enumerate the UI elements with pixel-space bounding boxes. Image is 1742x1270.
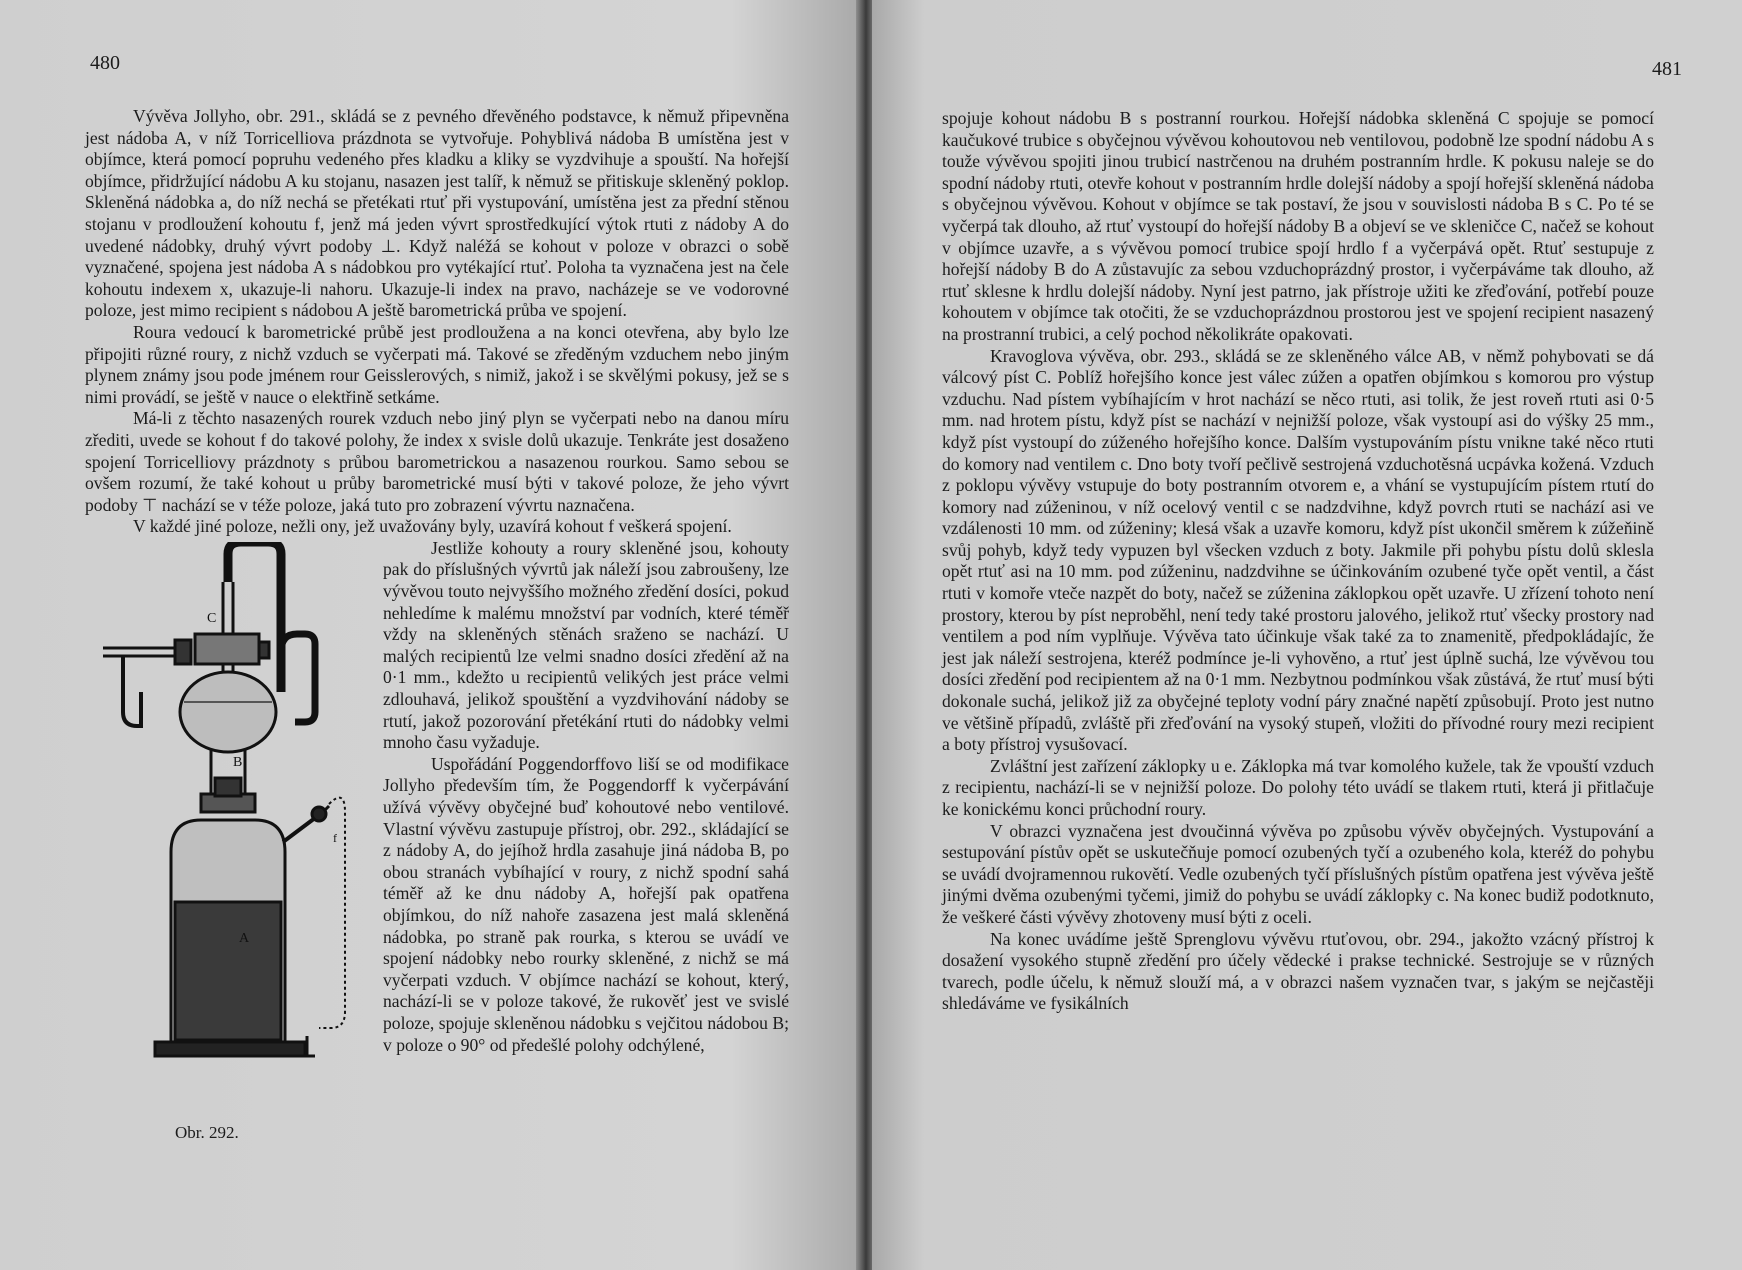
left-page-text [85,106,789,1148]
paragraph: Na konec uvádíme ještě Sprenglovu vývěvu rtuťovou, obr. 294., jakožto vzácný přístroj k dosažení vysokého stupně zředění pro účely vědecké i prakse technické. Sestrojuje se v různých tvarech, podle účelu, k němuž slouží má, a v obrazci našem vyznačen tvar, s jakým se nejčastěji shledáváme ve fysikálních [942,928,1654,1014]
label-f: f [333,830,337,845]
paragraph: Zvláštní jest zařízení záklopky u e. Záklopka má tvar komolého kužele, tak že vpouští vzduch z recipientu, nachází-li se v nejnižší poloze. Do polohy této uvádí se tlakem rtuti, která ji přitlačuje ke konickému konci průchodní roury. [942,755,1654,819]
paragraph: Vývěva Jollyho, obr. 291., skládá se z pevného dřevěného podstavce, k němuž připevněna jest nádoba A, v níž Torricelliova prázdnota se vytvořuje. Pohyblivá nádoba B umístěna jest v objímce, která pomocí popruhu vedeného přes kladku a kliky se vyzdvihuje a spouští. Na hořejší objímce, přidržující nádobu A ku stojanu, nasazen jest talíř, k němuž se přitiskuje skleněný poklop. Skleněná nádobka a, do níž nechá se přetékati rtuť při vystupování, umístěna jest za přední stěnou stojanu v prodloužení kohoutu f, jenž má jeden vývrt sprostředkující výtok rtuti z nádoby A do uvedené nádobky, druhý vývrt podoby ⊥. Když naléžá se kohout v poloze v obrazci o sobě vyznačené, spojena jest nádoba A s nádobkou pro vytékající rtuť. Poloha ta vyznačena jest na čele kohoutu indexem x, ukazuje-li nahoru. Ukazuje-li index na pravo, nacházeje se ve vodorovné poloze, jest mimo recipient s nádobou A ještě barometrická průba ve spojení. [85,106,789,321]
paragraph: Má-li z těchto nasazených rourek vzduch nebo jiný plyn se vyčerpati nebo na danou míru zřediti, uvede se kohout f do takové polohy, že index x svisle dolů ukazuje. Tenkráte jest dosaženo spojení Torricelliovy prázdnoty s průbou barometrickou a nasazenou rourkou. Samo sebou se ovšem rozumí, že také kohout u průby barometrické musí býti v takové poloze, že jeho vývrt podoby ⊤ nachází se v téže poloze, jaká tuto pro zobrazení vývrtu naznačena. [85,408,789,515]
right-page [872,0,1742,1270]
apparatus-illustration [83,542,365,1148]
label-c: C [207,610,217,626]
paragraph: Uspořádání Poggendorffovo liší se od modifikace Jollyho především tím, že Poggendorff k vyčerpávání užívá vývěvy obyčejné buď kohoutové nebo ventilové. Vlastní vývěvu zastupuje přístroj, obr. 292., skládající se z nádoby A, do jejíhož hrdla zasahuje jiná nádoba B, po obou stranách vybíhající v roury, z nichž spodní sahá téměř až ke dnu nádoby A, hořejší pak opatřena objímkou, do níž nahoře zasazena jest malá skleněná nádobka, po straně pak rourka, s kterou se uvádí ve spojení nádobky nebo rourky skleněné, z nichž se má vyčerpati vzduch. V objímce nachází se kohout, který, nachází-li se v poloze takové, že rukověť jest ve svislé poloze, spojuje skleněnou nádobku s vejčitou nádobou B; v poloze o 90° od předešlé polohy odchýlené, [383,753,789,1055]
page-number: 481 [1652,58,1682,80]
page-number: 480 [90,52,120,74]
figure-caption: Obr. 292. [175,1123,239,1143]
right-page-text [942,108,1654,1015]
paragraph: V obrazci vyznačena jest dvoučinná vývěva po způsobu vývěv obyčejných. Vystupování a sestupování pístův opět se uskutečňuje pomocí ozubených tyčí a ozubeného kola, kteréž do pohybu se uvádí dvojramennou rukovětí. Vedle ozubených tyčí příslušných pístům opatřena jest vývěva ještě jinými dvěma ozubenými tyčemi, jimiž do pohybu se uvádí záklopky c. Na konec budiž podotknuto, že veškeré části vývěvy zhotoveny musí býti z oceli. [942,820,1654,927]
label-a: A [239,930,250,946]
label-b: B [233,754,243,770]
paragraph: Roura vedoucí k barometrické průbě jest prodloužena a na konci otevřena, aby bylo lze připojiti různé roury, z nichž vzduch se vyčerpati má. Takové se zředěným vzduchem nebo jiným plynem známy jsou pode jménem rour Geisslerových, s nimiž, jakož i se skvělými pokusy, jež se s nimi provádí, se ještě v nauce o elektřině setkáme. [85,321,789,407]
figure-292 [83,542,365,1148]
left-page [0,0,860,1270]
paragraph: spojuje kohout nádobu B s postranní rourkou. Hořejší nádobka skleněná C spojuje se pomocí kaučukové trubice s obyčejnou vývěvou kohoutovou neb ventilovou, podobně lze spodní nádobu A s touže vývěvou spojiti jinou trubicí nastrčenou na druhém postranním hrdle. K pokusu naleje se do spodní nádoby rtuti, otevře kohout v postranním hrdle dolejší nádoby a spojí hořejší skleněná nádoba s obyčejnou vývěvou. Kohout v objímce se tak postaví, že jsou v souvislosti nádoba B s C. Po té se vyčerpá tak dlouho, až rtuť vystoupí do hořejší nádoby B a objeví se ve skleničce C, načež se kohout v objímce uzavře, a s vývěvou pomocí trubice spojí hrdlo f a vyčerpává opět. Rtuť sestupuje z hořejší nádoby B do A zůstavujíc za sebou vzduchoprázdný prostor, i vyčerpáváme tak dlouho, až rtuť sklesne k hrdlu dolejší nádoby. Nyní jest patrno, jak přístroje užiti ke zřeďování, potřebí pouze kohoutem v objímce tak otočiti, že se vzduchoprázdnou prostorou jest ve spojení recipient nasazený na prostranní trubici, a celý pochod několikráte opakovati. [942,108,1654,344]
paragraph: Jestliže kohouty a roury skleněné jsou, kohouty pak do příslušných vývrtů jak náleží jsou zabroušeny, lze vývěvou touto nejvyššího možného zředění dosíci, pokud nehledíme k malému množství par vodních, které téměř vždy na skleněných stěnách sraženo se nachází. U malých recipientů lze velmi snadno dosíci zředění až na 0·1 mm., kdežto u recipientů velikých jest práce velmi zdlouhavá, jelikož spouštění a vyzdvihování nádoby se rtutí, jakož pozorování přetékání rtuti do nádobky velmi mnoho času vyžaduje. [383,537,789,753]
paragraph: Kravoglova vývěva, obr. 293., skládá se ze skleněného válce AB, v němž pohybovati se dá válcový píst C. Poblíž hořejšího konce jest válec zúžen a opatřen objímkou s komorou pro výstup vzduchu. Nad pístem vybíhajícím v hrot nachází se něco rtuti, asi tolik, že jest roveň rtuti asi 0·5 mm. nad hrotem pístu, když píst se nachází v nejnižší poloze, však vystoupí asi do výšky 25 mm., když píst vystoupí do zúženého hořejšího konce. Dalším vystupováním pístu vnikne také něco rtuti do komory nad ventilem c. Dno boty tvoří pečlivě sestrojená vzduchotěsná ucpávka kožená. Vzduch z poklopu vývěvy vstupuje do boty postranním otvorem e, a vhání se vystupujícím pístem rtutí do komory nad zúženinou, v níž ocelový ventil c se nadzdvihne, když povrch rtuti se nachází asi ve vzdálenosti 10 mm. od zúženiny; klesá však a uzavře komoru, když píst ukončil směrem k zúžeňině svůj pohyb, když tedy vypuzen byl všecken vzduch z boty. Jakmile při pohybu pístu dolů sklesla opět rtuť asi na 10 mm. pod zúženinu, nadzdvihne se účinkováním ozubené tyče opět ventil, a část rtuti v komoře vteče nazpět do boty, načež se zúženina záklopkou opět uzavře. U zřízení tohoto není prostory, kterou by píst neproběhl, není tedy také prostoru jalového, jelikož rtuť všecky prostory nad ventilem a pod ním vyplňuje. Vývěva tato účinkuje však také za to znamenitě, předpokládajíc, že jest jak náleží sestrojena, kteréž podmínce je-li vyhověno, a rtuť jest úplně suchá, lze vývěvou tou dosíci zředění pod recipientem až na 0·1 mm. Nezbytnou podmínkou však zůstává, že rtuť musí býti dokonale suchá, jelikož již za obyčejné teploty vodní páry značné napětí způsobují. Proto jest nutno ve většině případů, zvláště při zřeďování na vysoký stupeň, vložiti do přívodné roury mezi recipient a boty přístroj vysušovací. [942,345,1654,755]
paragraph: V každé jiné poloze, nežli ony, jež uvažovány byly, uzavírá kohout f veškerá spojení. [133,516,732,537]
